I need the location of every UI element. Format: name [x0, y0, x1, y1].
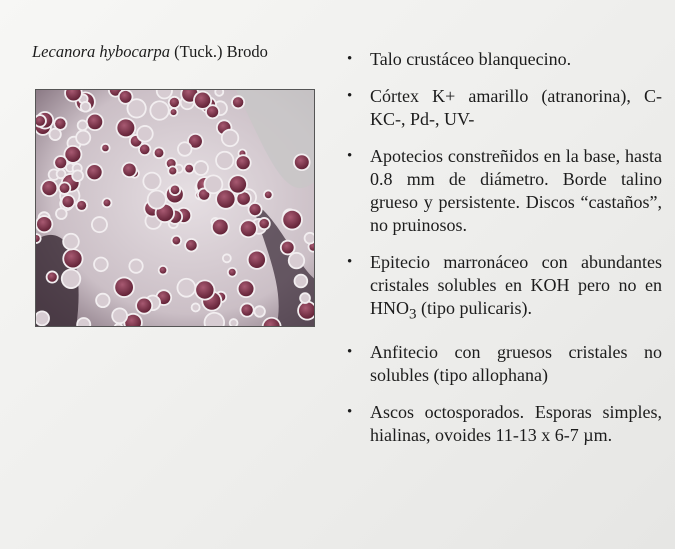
- apothecium-disc: [82, 103, 90, 111]
- bullet-text: Anfitecio con gruesos cristales no solubles (tipo allophana): [370, 341, 662, 385]
- apothecium-disc: [283, 211, 301, 229]
- bullet-epithecium: [344, 251, 662, 327]
- epithecium-text-end: (tipo pulicaris).: [416, 298, 532, 318]
- apothecium-disc: [160, 267, 167, 274]
- apothecium-disc: [102, 145, 109, 152]
- apothecium-disc: [241, 304, 252, 315]
- apothecium-disc: [172, 237, 180, 245]
- apothecium-disc: [144, 174, 159, 189]
- apothecium-disc: [113, 309, 126, 322]
- apothecium-disc: [50, 130, 60, 140]
- bullet-text: Ascos octosporados. Esporas simples, hialinas, ovoides 11-13 x 6-7 µm.: [370, 401, 662, 445]
- bullet-marker: •: [347, 403, 353, 420]
- apothecium-disc: [169, 167, 176, 174]
- apothecium-disc: [151, 102, 168, 119]
- apothecium-disc: [64, 250, 82, 268]
- apothecium-disc: [140, 145, 150, 155]
- bullet-marker: •: [347, 51, 353, 67]
- nitric-subscript: 3: [409, 306, 417, 323]
- apothecium-disc: [299, 302, 315, 318]
- apothecium-disc: [58, 170, 65, 177]
- apothecium-disc: [63, 270, 80, 287]
- apothecium-disc: [88, 115, 103, 130]
- apothecium-disc: [230, 176, 246, 192]
- apothecium-disc: [97, 295, 109, 307]
- apothecium-disc: [301, 294, 309, 302]
- apothecium-disc: [57, 209, 66, 218]
- lichen-photo: [35, 89, 315, 327]
- apothecium-disc: [87, 165, 101, 179]
- apothecium-disc: [178, 280, 194, 296]
- epithecium-text: Epitecio marronáceo con abundantes cristales solubles en KOH pero no en HNO: [370, 252, 662, 318]
- bullet-marker: •: [347, 254, 353, 270]
- apothecium-disc: [295, 155, 309, 169]
- apothecium-disc: [55, 118, 66, 129]
- apothecium-disc: [231, 320, 237, 326]
- apothecium-disc: [217, 190, 235, 208]
- apothecium-disc: [117, 119, 134, 136]
- apothecium-disc: [239, 281, 254, 296]
- apothecium-disc: [77, 201, 86, 210]
- apothecium-disc: [115, 278, 133, 296]
- apothecium-disc: [259, 219, 269, 229]
- apothecium-disc: [290, 254, 304, 268]
- apothecium-disc: [223, 131, 238, 146]
- apothecium-disc: [95, 258, 107, 270]
- apothecium-disc: [207, 106, 218, 117]
- apothecium-disc: [249, 204, 260, 215]
- bullet-text: Córtex K+ amarillo (atranorina), C- KC-, Pd-, UV-: [370, 86, 662, 129]
- apothecium-disc: [237, 156, 250, 169]
- apothecium-disc: [186, 240, 197, 251]
- apothecium-disc: [170, 98, 179, 107]
- apothecium-disc: [65, 147, 80, 162]
- apothecium-disc: [137, 298, 151, 312]
- bullet-text: Apotecios constreñidos en la base, hasta 0.8 mm de diámetro. Borde talino grueso y persistente. Discos “castaños”, no pruinosos.: [370, 146, 662, 235]
- apothecium-disc: [55, 157, 66, 168]
- apothecium-disc: [103, 199, 110, 206]
- bullet-amphithecium: [344, 341, 662, 387]
- bullet-asci: [344, 401, 662, 447]
- apothecium-disc: [241, 221, 256, 236]
- apothecium-disc: [171, 185, 180, 194]
- apothecium-disc: [155, 148, 164, 157]
- apothecium-disc: [120, 91, 132, 103]
- apothecium-disc: [93, 218, 106, 231]
- bullet-text: [370, 251, 662, 327]
- bullet-cortex: [344, 85, 662, 131]
- apothecium-disc: [73, 171, 82, 180]
- apothecium-disc: [205, 176, 221, 192]
- bullet-marker: •: [347, 88, 353, 104]
- apothecium-disc: [36, 312, 48, 324]
- apothecium-disc: [233, 97, 243, 107]
- apothecium-disc: [42, 181, 56, 195]
- apothecium-disc: [255, 307, 264, 316]
- apothecium-disc: [217, 153, 233, 169]
- apothecium-disc: [282, 242, 294, 254]
- species-author: (Tuck.) Brodo: [169, 42, 268, 61]
- apothecium-disc: [48, 272, 57, 281]
- apothecium-disc: [62, 196, 73, 207]
- apothecium-disc: [64, 235, 78, 249]
- apothecium-disc: [79, 121, 87, 129]
- bullet-marker: •: [347, 343, 353, 360]
- apothecium-disc: [179, 143, 191, 155]
- bullet-thallus: [344, 48, 662, 71]
- bullet-marker: •: [347, 148, 353, 164]
- lichen-photo-image: [36, 90, 315, 327]
- apothecium-disc: [123, 164, 136, 177]
- apothecium-disc: [37, 217, 51, 231]
- slide-title: [32, 42, 268, 62]
- apothecium-disc: [60, 183, 70, 193]
- apothecium-disc: [196, 281, 213, 298]
- apothecium-disc: [130, 260, 142, 272]
- apothecium-disc: [193, 304, 199, 310]
- apothecium-disc: [195, 162, 207, 174]
- apothecium-disc: [77, 131, 89, 143]
- apothecium-disc: [249, 252, 265, 268]
- bullet-text: Talo crustáceo blanquecino.: [370, 49, 572, 69]
- apothecium-disc: [229, 269, 236, 276]
- apothecium-disc: [195, 93, 210, 108]
- apothecium-disc: [265, 191, 272, 198]
- apothecium-disc: [305, 234, 314, 243]
- apothecium-disc: [213, 219, 228, 234]
- bullet-apothecia: [344, 145, 662, 237]
- apothecium-disc: [295, 276, 306, 287]
- apothecium-disc: [224, 255, 230, 261]
- apothecium-disc: [149, 191, 165, 207]
- apothecium-disc: [185, 165, 193, 173]
- species-name: Lecanora hybocarpa: [32, 42, 170, 61]
- characteristics-list: [344, 48, 662, 461]
- apothecium-disc: [138, 127, 152, 141]
- apothecium-disc: [171, 109, 177, 115]
